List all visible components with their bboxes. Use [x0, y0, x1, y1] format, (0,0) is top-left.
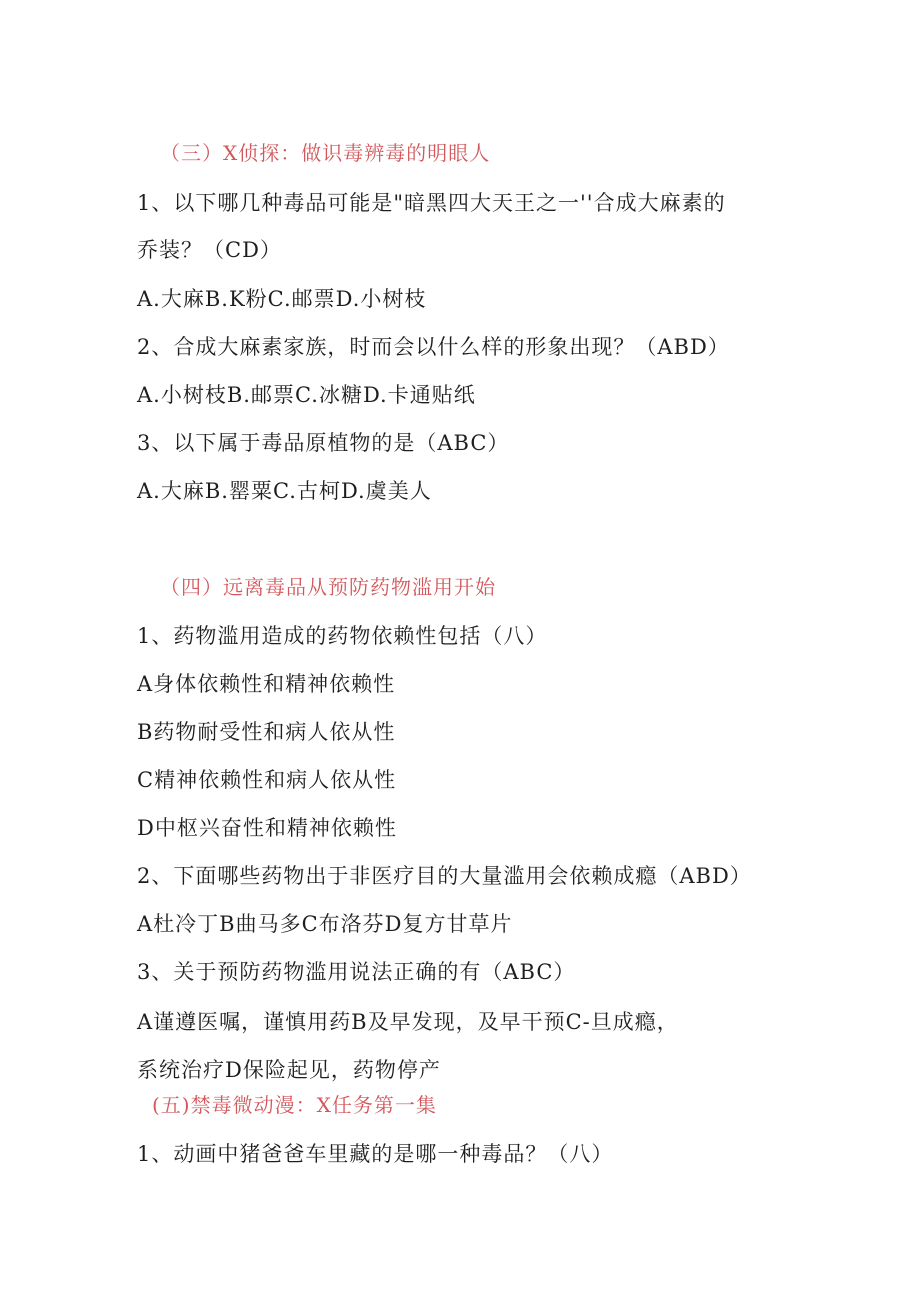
option-line: B药物耐受性和病人依从性: [137, 720, 396, 744]
question-line: 3、关于预防药物滥用说法正确的有（ABC）: [137, 960, 576, 984]
question-line: 3、以下属于毒品原植物的是（ABC）: [137, 431, 510, 455]
question-line: 2、下面哪些药物出于非医疗目的大量滥用会依赖成瘾（ABD）: [137, 864, 752, 888]
options-line: 系统治疗D保险起见，药物停产: [137, 1058, 441, 1082]
option-line: A身体依赖性和精神依赖性: [137, 672, 396, 696]
option-line: D中枢兴奋性和精神依赖性: [137, 816, 397, 840]
options-line: A.大麻B.罂粟C.古柯D.虞美人: [137, 479, 432, 503]
section-heading-4: （四）远离毒品从预防药物滥用开始: [160, 575, 496, 599]
section-heading-3: （三）X侦探：做识毒辨毒的明眼人: [160, 141, 491, 165]
options-line: A杜冷丁B曲马多C布洛芬D复方甘草片: [137, 912, 513, 936]
question-line: 1、药物滥用造成的药物依赖性包括（八）: [137, 624, 548, 648]
question-line: 1、动画中猪爸爸车里藏的是哪一种毒品？（八）: [137, 1142, 614, 1166]
options-line: A谨遵医嘱，谨慎用药B及早发现，及早干预C-旦成瘾，: [137, 1010, 679, 1034]
option-line: C精神依赖性和病人依从性: [137, 768, 397, 792]
question-line: 乔装？（CD）: [137, 238, 282, 262]
section-heading-5: (五)禁毒微动漫：X任务第一集: [152, 1093, 437, 1117]
options-line: A.小树枝B.邮票C.冰糖D.卡通贴纸: [137, 383, 476, 407]
question-line: 2、合成大麻素家族，时而会以什么样的形象出现？（ABD）: [137, 335, 730, 359]
options-line: A.大麻B.K粉C.邮票D.小树枝: [137, 287, 427, 311]
question-line: 1、以下哪几种毒品可能是"暗黑四大天王之一''合成大麻素的: [137, 191, 726, 215]
